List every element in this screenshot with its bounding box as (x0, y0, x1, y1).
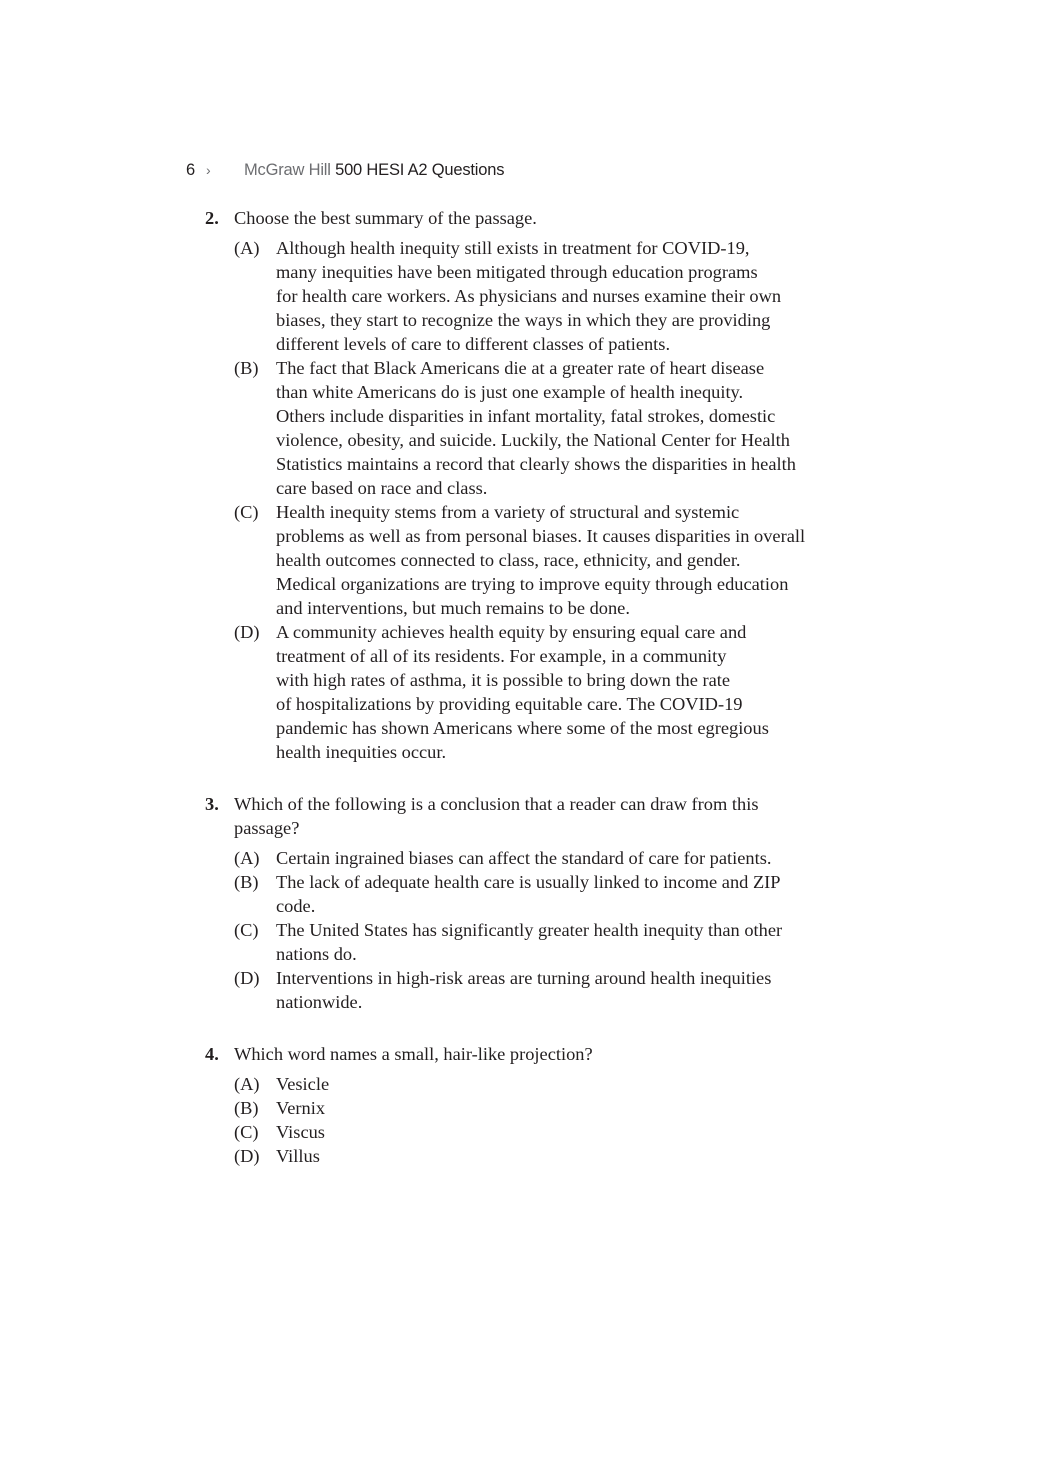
question-4 (205, 1042, 865, 1168)
option-line: Villus (276, 1146, 320, 1166)
publisher-name: McGraw Hill (244, 161, 331, 179)
stem-line: Choose the best summary of the passage. (234, 208, 537, 228)
option-c (205, 1120, 865, 1144)
answer-options (205, 236, 865, 764)
option-line: A community achieves health equity by ensuring equal care and (276, 622, 747, 642)
stem-line: passage? (234, 818, 300, 838)
option-letter: (A) (234, 1074, 260, 1094)
option-letter: (A) (234, 238, 260, 258)
question-stem (205, 792, 865, 840)
option-line: Health inequity stems from a variety of structural and systemic (276, 502, 740, 522)
stem-line: Which word names a small, hair-like projection? (234, 1044, 593, 1064)
option-letter: (D) (234, 968, 260, 988)
option-line: Statistics maintains a record that clearly shows the disparities in health (276, 454, 796, 474)
option-line: nationwide. (276, 992, 363, 1012)
option-line: biases, they start to recognize the ways in which they are providing (276, 310, 771, 330)
option-line: problems as well as from personal biases. It causes disparities in overall (276, 526, 806, 546)
option-line: different levels of care to different classes of patients. (276, 334, 671, 354)
option-b (205, 356, 865, 500)
question-stem (205, 206, 865, 230)
answer-options (205, 1072, 865, 1168)
stem-line: Which of the following is a conclusion that a reader can draw from this (234, 794, 759, 814)
option-line: pandemic has shown Americans where some of the most egregious (276, 718, 769, 738)
option-line: The fact that Black Americans die at a greater rate of heart disease (276, 358, 765, 378)
option-line: Medical organizations are trying to improve equity through education (276, 574, 789, 594)
option-line: Although health inequity still exists in treatment for COVID-19, (276, 238, 750, 258)
option-line: treatment of all of its residents. For example, in a community (276, 646, 727, 666)
question-stem (205, 1042, 865, 1066)
answer-options (205, 846, 865, 1014)
option-line: many inequities have been mitigated through education programs (276, 262, 758, 282)
option-line: Certain ingrained biases can affect the standard of care for patients. (276, 848, 772, 868)
option-line: Others include disparities in infant mortality, fatal strokes, domestic (276, 406, 776, 426)
page-number: 6 (186, 161, 195, 179)
question-number: 3. (205, 794, 219, 814)
chevron-right-icon: › (206, 162, 211, 178)
book-title: 500 HESI A2 Questions (335, 161, 505, 179)
option-c (205, 500, 865, 620)
question-number: 4. (205, 1044, 219, 1064)
question-3 (205, 792, 865, 1014)
question-number: 2. (205, 208, 219, 228)
option-line: and interventions, but much remains to be done. (276, 598, 630, 618)
option-b (205, 1096, 865, 1120)
option-line: of hospitalizations by providing equitable care. The COVID-19 (276, 694, 743, 714)
option-line: code. (276, 896, 316, 916)
option-line: care based on race and class. (276, 478, 488, 498)
option-line: Interventions in high-risk areas are turning around health inequities (276, 968, 772, 988)
option-letter: (C) (234, 1122, 259, 1142)
option-line: health inequities occur. (276, 742, 447, 762)
option-line: than white Americans do is just one example of health inequity. (276, 382, 744, 402)
option-letter: (B) (234, 1098, 259, 1118)
option-letter: (C) (234, 920, 259, 940)
option-line: violence, obesity, and suicide. Luckily, the National Center for Health (276, 430, 790, 450)
option-line: health outcomes connected to class, race, ethnicity, and gender. (276, 550, 741, 570)
question-2 (205, 206, 865, 764)
option-a (205, 846, 865, 870)
option-letter: (C) (234, 502, 259, 522)
option-line: Vesicle (276, 1074, 330, 1094)
option-a (205, 1072, 865, 1096)
running-head (186, 158, 504, 182)
option-d (205, 966, 865, 1014)
option-c (205, 918, 865, 966)
option-line: with high rates of asthma, it is possible to bring down the rate (276, 670, 731, 690)
option-line: Viscus (276, 1122, 325, 1142)
option-line: Vernix (276, 1098, 326, 1118)
option-d (205, 620, 865, 764)
option-a (205, 236, 865, 356)
option-letter: (D) (234, 1146, 260, 1166)
option-b (205, 870, 865, 918)
option-line: The United States has significantly greater health inequity than other (276, 920, 783, 940)
option-d (205, 1144, 865, 1168)
option-line: for health care workers. As physicians and nurses examine their own (276, 286, 782, 306)
option-line: The lack of adequate health care is usually linked to income and ZIP (276, 872, 781, 892)
option-letter: (B) (234, 358, 259, 378)
option-letter: (B) (234, 872, 259, 892)
option-letter: (D) (234, 622, 260, 642)
option-line: nations do. (276, 944, 357, 964)
option-letter: (A) (234, 848, 260, 868)
